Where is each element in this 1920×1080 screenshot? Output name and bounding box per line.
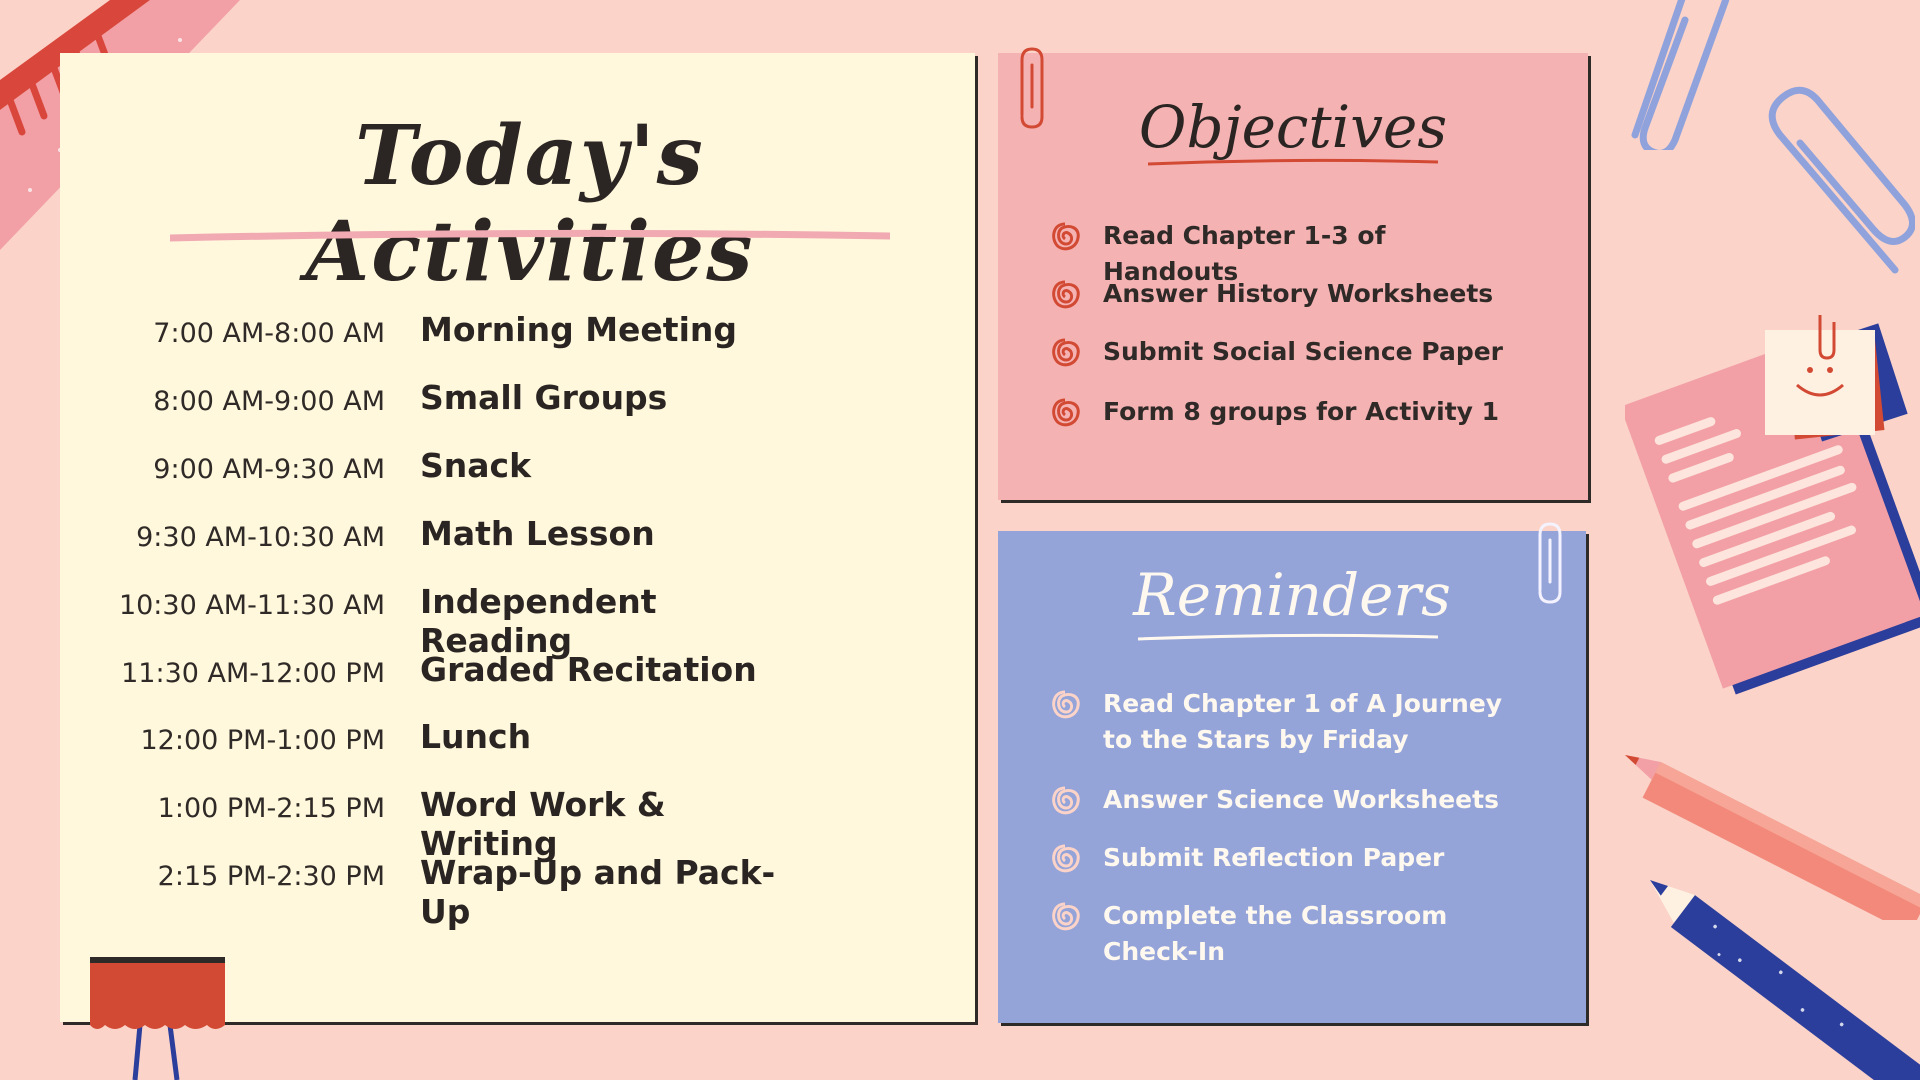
paperclip-icon <box>1010 45 1050 130</box>
scribble-circle-icon <box>1048 220 1082 254</box>
objectives-title: Objectives <box>1138 93 1448 161</box>
schedule-activity: Snack <box>420 446 532 485</box>
objective-label: Submit Social Science Paper <box>1103 337 1504 366</box>
schedule-activity: Morning Meeting <box>420 310 737 349</box>
schedule-time: 8:00 AM-9:00 AM <box>153 386 385 417</box>
objective-label: Read Chapter 1-3 of Handouts <box>1103 221 1386 286</box>
sticky-note-smiley-icon <box>1745 310 1920 470</box>
binder-clip-icon <box>85 955 235 1080</box>
reminders-card <box>998 531 1586 1023</box>
pencil-icon <box>1650 870 1920 1080</box>
scribble-circle-icon <box>1048 842 1082 876</box>
schedule-time: 9:30 AM-10:30 AM <box>136 522 385 553</box>
paperclip-icon <box>1615 0 1735 150</box>
objective-label: Form 8 groups for Activity 1 <box>1103 397 1500 426</box>
schedule-time: 7:00 AM-8:00 AM <box>153 318 385 349</box>
schedule-activity: Independent Reading <box>420 582 657 660</box>
schedule-activity: Graded Recitation <box>420 650 757 689</box>
scribble-circle-icon <box>1048 688 1082 722</box>
objectives-title-underline <box>1148 156 1438 170</box>
paperclip-icon <box>1528 520 1568 605</box>
activities-title <box>150 108 910 300</box>
paperclip-icon <box>1755 85 1915 285</box>
schedule-row <box>100 376 800 426</box>
scribble-circle-icon <box>1048 336 1082 370</box>
schedule-row <box>100 580 800 660</box>
schedule-row <box>100 444 800 494</box>
schedule-row <box>100 851 800 931</box>
schedule-row <box>100 715 800 765</box>
schedule-time: 10:30 AM-11:30 AM <box>118 590 385 621</box>
schedule-activity: Lunch <box>420 717 532 756</box>
title-underline <box>170 228 890 248</box>
reminders-title: Reminders <box>1133 561 1451 629</box>
objectives-card <box>998 53 1588 500</box>
activities-title-text: Today's Activities <box>305 108 755 300</box>
schedule-time: 1:00 PM-2:15 PM <box>157 793 385 824</box>
schedule-activity: Small Groups <box>420 378 668 417</box>
scribble-circle-icon <box>1048 784 1082 818</box>
reminders-title-underline <box>1138 631 1438 645</box>
schedule-row <box>100 308 800 358</box>
schedule-activity: Word Work & Writing <box>420 785 666 863</box>
scribble-circle-icon <box>1048 900 1082 934</box>
schedule-row <box>100 783 800 863</box>
reminder-label: Answer Science Worksheets <box>1103 785 1499 814</box>
schedule-time: 12:00 PM-1:00 PM <box>140 725 385 756</box>
scribble-circle-icon <box>1048 396 1082 430</box>
reminder-label: Read Chapter 1 of A Journey to the Stars by Friday <box>1103 689 1503 754</box>
scribble-circle-icon <box>1048 278 1082 312</box>
schedule-time: 9:00 AM-9:30 AM <box>153 454 385 485</box>
reminder-label: Submit Reflection Paper <box>1103 843 1445 872</box>
reminder-label: Complete the Classroom Check-In <box>1103 901 1448 966</box>
schedule-activity: Wrap-Up and Pack-Up <box>420 853 776 931</box>
schedule-row <box>100 512 800 562</box>
schedule-row <box>100 648 800 698</box>
schedule-time: 11:30 AM-12:00 PM <box>121 658 385 689</box>
schedule-activity: Math Lesson <box>420 514 655 553</box>
objective-label: Answer History Worksheets <box>1103 279 1494 308</box>
schedule-time: 2:15 PM-2:30 PM <box>157 861 385 892</box>
